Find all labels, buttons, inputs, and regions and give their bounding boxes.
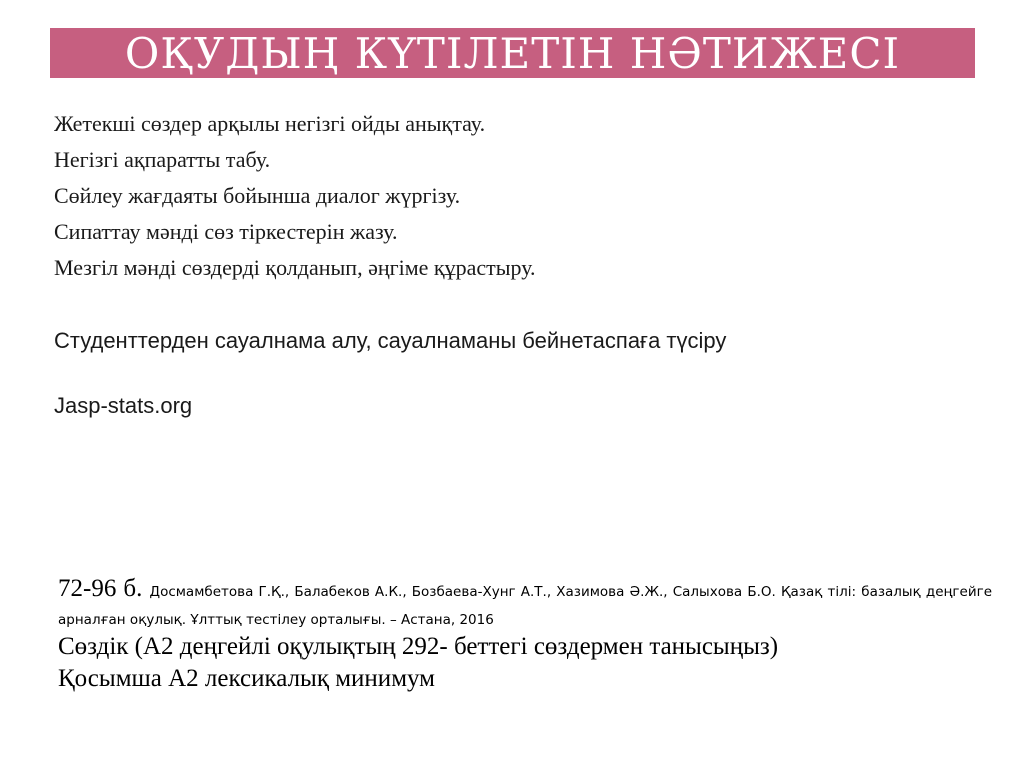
dictionary-reference: Сөздік (А2 деңгейлі оқулықтың 292- беттегі сөздермен танысыңыз) bbox=[58, 633, 779, 660]
citation: Досмамбетова Г.Қ., Балабеков А.К., Бозбаева-Хунг А.Т., Хазимова Ә.Ж., Салыхова Б.О. Қазақ тілі: базалық деңгейге арналған оқулық. Ұлттық тестілеу орталығы. – Астана, 2016 bbox=[58, 584, 993, 628]
objective-item: Негізгі ақпаратты табу. bbox=[54, 147, 271, 172]
objectives-list bbox=[54, 106, 536, 286]
objective-item: Сипаттау мәнді сөз тіркестерін жазу. bbox=[54, 219, 398, 244]
objective-item: Мезгіл мәнді сөздерді қолданып, әңгіме құрастыру. bbox=[54, 255, 536, 280]
objective-item: Сөйлеу жағдаяты бойынша диалог жүргізу. bbox=[54, 183, 461, 208]
objective-item: Жетекші сөздер арқылы негізгі ойды анықтау. bbox=[54, 111, 486, 136]
references bbox=[58, 575, 992, 695]
website-link[interactable]: Jasp-stats.org bbox=[54, 393, 193, 418]
title-banner bbox=[50, 28, 975, 78]
appendix-reference: Қосымша А2 лексикалық минимум bbox=[58, 665, 436, 692]
textbook-reference bbox=[58, 575, 992, 631]
page-range: 72-96 б. bbox=[58, 575, 143, 602]
survey-note: Студенттерден сауалнама алу, сауалнаманы бейнетаспаға түсіру bbox=[54, 328, 727, 353]
slide-title: ОҚУДЫҢ КҮТІЛЕТІН НӘТИЖЕСІ bbox=[124, 28, 901, 78]
